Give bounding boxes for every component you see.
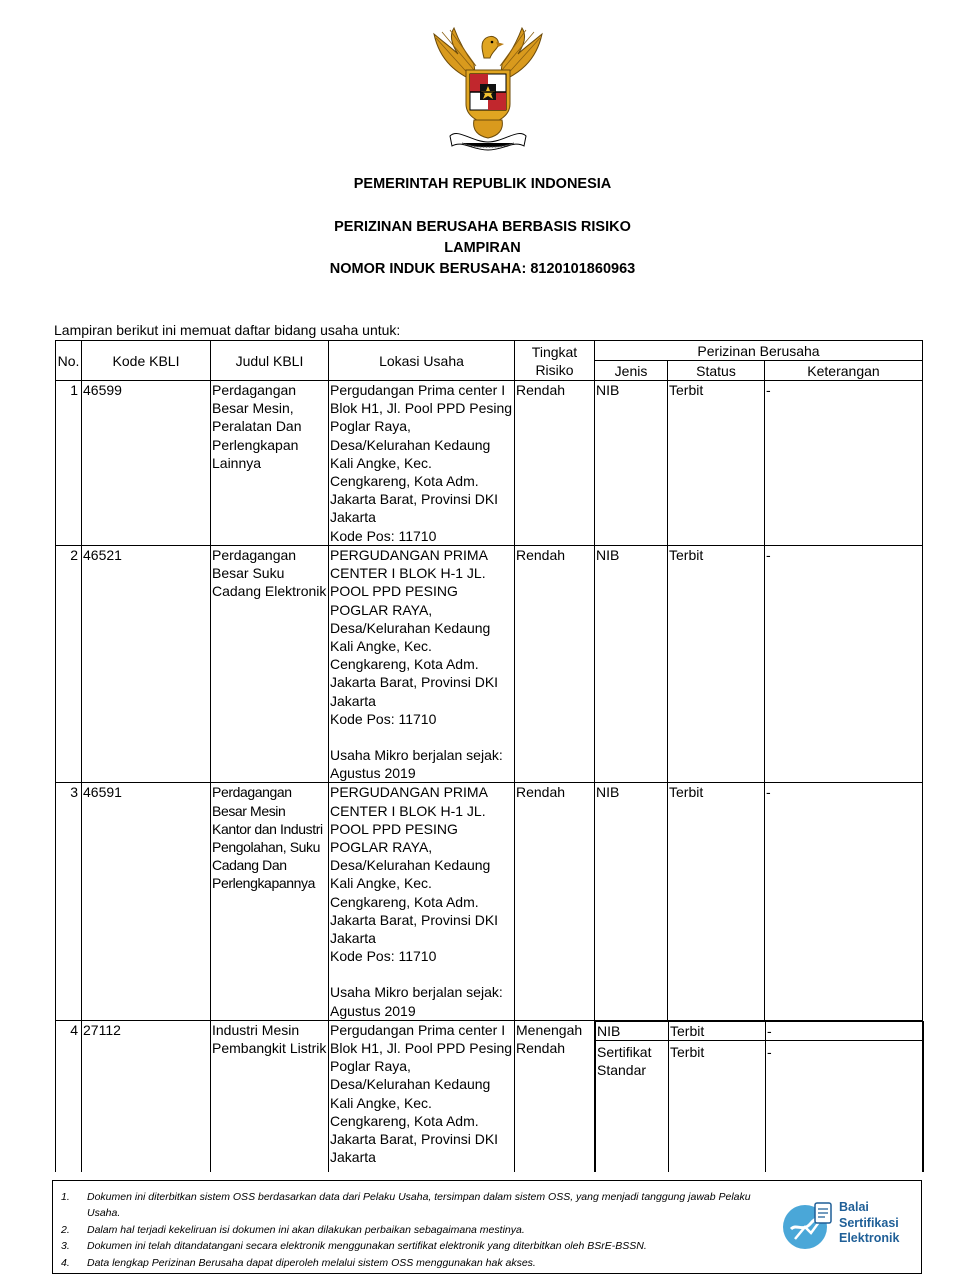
row-kode-kbli: 46521 (82, 546, 211, 783)
footer-note (61, 1189, 781, 1222)
row-keterangan: - (765, 381, 923, 546)
document-subtitle: LAMPIRAN (444, 240, 521, 256)
row-tingkat-risiko: Rendah (515, 546, 595, 783)
lokasi-usaha-mikro: Usaha Mikro berjalan sejak: Agustus 2019 (330, 747, 503, 782)
lokasi-usaha-mikro: Usaha Mikro berjalan sejak: Agustus 2019 (330, 984, 503, 1019)
lokasi-address: Pergudangan Prima center I Blok H1, Jl. Pool PPD Pesing Poglar Raya, Desa/Kelurahan Kedaung Kali Angke, Kec. Cengkareng, Kota Adm. Jakarta Barat, Provinsi DKI Jakarta (330, 382, 513, 526)
row-permits (595, 1020, 923, 1171)
lokasi-kode-pos: Kode Pos: 11710 (330, 527, 437, 544)
bsre-logo-line1: Balai (839, 1200, 869, 1214)
header-keterangan: Keterangan (765, 361, 923, 381)
table-row (56, 546, 923, 783)
row-jenis: NIB (595, 381, 668, 546)
row-lokasi (329, 381, 515, 546)
bsre-logo-icon (781, 1199, 835, 1253)
footer-notes-box (52, 1180, 922, 1274)
row-lokasi: Pergudangan Prima center I Blok H1, Jl. Pool PPD Pesing Poglar Raya, Desa/Kelurahan Kedaung Kali Angke, Kec. Cengkareng, Kota Adm. Jakarta Barat, Provinsi DKI Jakarta (329, 1020, 515, 1171)
note-number: 2. (61, 1223, 70, 1236)
row-kode-kbli: 46591 (82, 783, 211, 1020)
row-judul-kbli: Perdagangan Besar Suku Cadang Elektronik (211, 546, 329, 783)
row-keterangan: - (765, 783, 923, 1020)
row-keterangan: - (765, 546, 923, 783)
footer-notes (61, 1189, 781, 1271)
row-status: Terbit (668, 546, 765, 783)
bsre-logo-line2: Sertifikasi (839, 1215, 899, 1230)
row-judul-kbli: Perdagangan Besar Mesin, Peralatan Dan Perlengkapan Lainnya (211, 381, 329, 546)
footer-note (61, 1238, 781, 1254)
permit-status: Terbit (669, 1021, 766, 1040)
permit-jenis: Sertifikat Standar (596, 1041, 669, 1172)
note-number: 3. (61, 1240, 70, 1253)
bsre-logo (781, 1197, 915, 1255)
table-header-row (56, 341, 923, 361)
intro-text: Lampiran berikut ini memuat daftar bidang usaha untuk: (54, 322, 401, 338)
bsre-logo-line3: Elektronik (839, 1231, 900, 1245)
note-number: 4. (61, 1256, 70, 1269)
row-tingkat-risiko: Menengah Rendah (515, 1020, 595, 1171)
row-kode-kbli: 27112 (82, 1020, 211, 1171)
header-judul-kbli: Judul KBLI (211, 341, 329, 381)
table-row (56, 783, 923, 1020)
permits-subtable (595, 1021, 924, 1172)
row-jenis: NIB (595, 546, 668, 783)
row-judul-kbli: Perdagangan Besar Mesin Kantor dan Industri Pengolahan, Suku Cadang Dan Perlengkapannya (211, 783, 329, 1020)
row-lokasi (329, 783, 515, 1020)
note-text: Dokumen ini diterbitkan sistem OSS berdasarkan data dari Pelaku Usaha, tersimpan dalam sistem OSS, yang menjadi tanggung jawab Pelaku Usaha. (87, 1191, 751, 1220)
row-status: Terbit (668, 381, 765, 546)
document-title: PERIZINAN BERUSAHA BERBASIS RISIKO (334, 219, 631, 235)
header-tingkat-risiko: Tingkat Risiko (515, 341, 595, 381)
note-text: Dokumen ini telah ditandatangani secara elektronik menggunakan sertifikat elektronik yang diterbitkan oleh BSrE-BSSN. (87, 1240, 647, 1253)
header-status: Status (668, 361, 765, 381)
lokasi-address: PERGUDANGAN PRIMA CENTER I BLOK H-1 JL. POOL PPD PESING POGLAR RAYA, Desa/Kelurahan Kedaung Kali Angke, Kec. Cengkareng, Kota Adm. Jakarta Barat, Provinsi DKI Jakarta (330, 547, 499, 709)
note-text: Data lengkap Perizinan Berusaha dapat diperoleh melalui sistem OSS menggunakan hak akses. (87, 1256, 536, 1269)
header-perizinan-berusaha: Perizinan Berusaha (595, 341, 923, 361)
row-lokasi (329, 546, 515, 783)
lokasi-kode-pos: Kode Pos: 11710 (330, 948, 437, 965)
row-tingkat-risiko: Rendah (515, 381, 595, 546)
permit-keterangan: - (766, 1041, 924, 1172)
permit-keterangan: - (766, 1021, 924, 1040)
row-status: Terbit (668, 783, 765, 1020)
permit-row (596, 1041, 924, 1172)
permit-status: Terbit (669, 1041, 766, 1172)
table-row (56, 381, 923, 546)
row-no: 3 (56, 783, 82, 1020)
garuda-pancasila-emblem (428, 24, 548, 154)
note-number: 1. (61, 1191, 70, 1203)
row-no: 1 (56, 381, 82, 546)
permit-row (596, 1021, 924, 1040)
header-lokasi-usaha: Lokasi Usaha (329, 341, 515, 381)
row-no: 4 (56, 1020, 82, 1171)
header-jenis: Jenis (595, 361, 668, 381)
row-jenis: NIB (595, 783, 668, 1020)
row-no: 2 (56, 546, 82, 783)
kbli-table (55, 340, 923, 1172)
lokasi-address: PERGUDANGAN PRIMA CENTER I BLOK H-1 JL. POOL PPD PESING POGLAR RAYA, Desa/Kelurahan Kedaung Kali Angke, Kec. Cengkareng, Kota Adm. Jakarta Barat, Provinsi DKI Jakarta (330, 784, 499, 947)
nib-number: NOMOR INDUK BERUSAHA: 8120101860963 (329, 261, 636, 277)
lokasi-kode-pos: Kode Pos: 11710 (330, 710, 437, 727)
footer-note (61, 1222, 781, 1238)
permit-jenis: NIB (596, 1021, 669, 1040)
footer-note (61, 1255, 781, 1271)
header-kode-kbli: Kode KBLI (82, 341, 211, 381)
table-row (56, 1020, 923, 1171)
government-heading: PEMERINTAH REPUBLIK INDONESIA (353, 176, 612, 192)
row-kode-kbli: 46599 (82, 381, 211, 546)
row-judul-kbli: Industri Mesin Pembangkit Listrik (211, 1020, 329, 1171)
note-text: Dalam hal terjadi kekeliruan isi dokumen ini akan dilakukan perbaikan sebagaimana mestinya. (87, 1223, 525, 1236)
row-tingkat-risiko: Rendah (515, 783, 595, 1020)
header-no: No. (56, 341, 82, 381)
